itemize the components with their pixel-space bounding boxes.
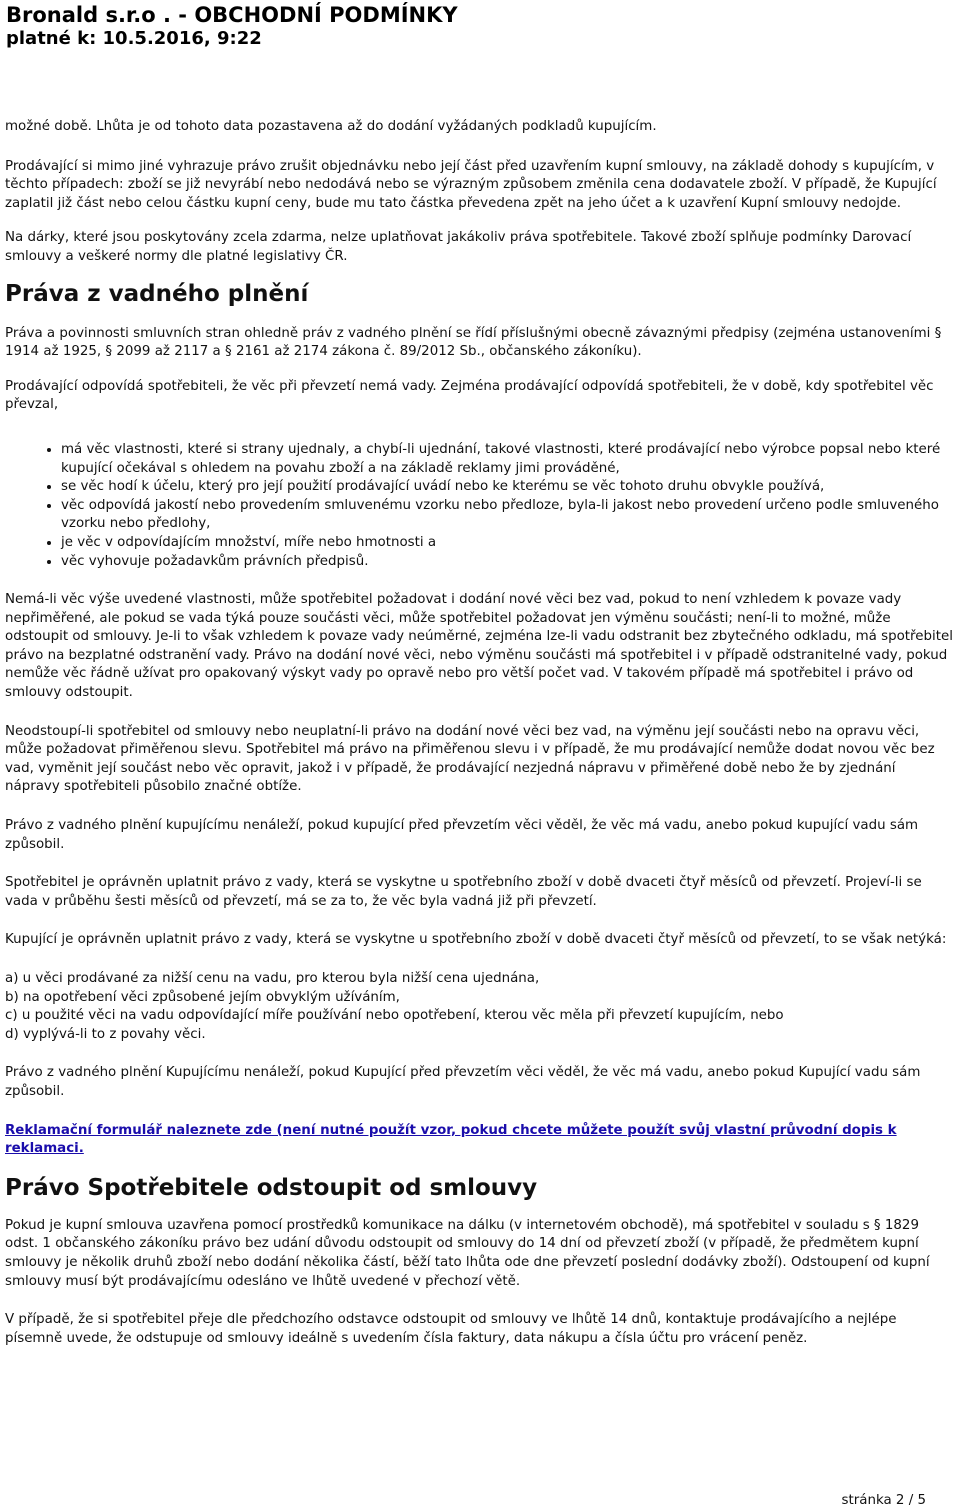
intro-line: možné době. Lhůta je od tohoto data pozastavena až do dodání vyžádaných podkladů kupujícím. xyxy=(5,119,657,134)
complaint-link-wrapper xyxy=(5,1122,953,1159)
no-right-paragraph: Právo z vadného plnění kupujícímu nenáleží, pokud kupující před převzetím věci věděl, že věc má vadu, anebo pokud kupující vadu sám způsobil. xyxy=(5,818,919,852)
page-title: Bronald s.r.o . - OBCHODNÍ PODMÍNKY xyxy=(6,3,458,27)
rights-paragraph: Práva a povinnosti smluvních stran ohledně práv z vadného plnění se řídí příslušnými obecně závaznými předpisy (zejména ustanoveními § 1914 až 1925, § 2099 až 2117 a § 2161 až 2174 zákona č. 89/2012 Sb., občanského zákoníku). xyxy=(5,325,942,360)
heading-withdraw: Právo Spotřebitele odstoupit od smlouvy xyxy=(5,1174,538,1201)
seller-obligations-list xyxy=(5,441,953,571)
list-item: • má věc vlastnosti, které si strany ujednaly, a chybí-li ujednání, takové vlastnosti, které prodávající nebo výrobce popsal nebo které kupující očekával s ohledem na povahu zboží a na základě reklamy jimi prováděné, xyxy=(61,441,953,478)
list-item: • je věc v odpovídajícím množství, míře nebo hmotnosti a xyxy=(61,534,953,553)
seller-paragraph: Prodávající odpovídá spotřebiteli, že věc při převzetí nemá vady. Zejména prodávající odpovídá spotřebiteli, že v době, kdy spotřebitel věc převzal, xyxy=(5,378,934,413)
heading-defects: Práva z vadného plnění xyxy=(5,280,309,307)
discount-paragraph: Neodstoupí-li spotřebitel od smlouvy nebo neuplatní-li právo na dodání nové věci bez vad, na výměnu její součásti nebo na opravu věci, může požadovat přiměřenou slevu. Spotřebitel má právo na přiměřenou slevu i v případě, že mu prodávající nemůže dodat novou věc bez vad, vyměnit její součást nebo věc opravit, jakož i v případě, že prodávající nezjedná nápravu v přiměřené době nebo že by zjednání nápravy spotřebiteli působilo značné obtíže. xyxy=(5,723,935,795)
page-number: stránka 2 / 5 xyxy=(841,1493,926,1508)
months-paragraph: Spotřebitel je oprávněn uplatnit právo z vady, která se vyskytne u spotřebního zboží v době dvaceti čtyř měsíců od převzetí. Projeví-li se vada v průběhu šesti měsíců od převzetí, má se za to, že věc byla vadná již při převzetí. xyxy=(5,875,922,909)
gifts-paragraph: Na dárky, které jsou poskytovány zcela zdarma, nelze uplatňovat jakákoliv práva spotřebitele. Takové zboží splňuje podmínky Darovací smlouvy a veškeré normy dle platné legislativy ČR. xyxy=(5,230,912,264)
exceptions-list xyxy=(5,970,953,1044)
contact-paragraph: V případě, že si spotřebitel přeje dle předchozího odstavce odstoupit od smlouvy ve lhůtě 14 dnů, kontaktuje prodávajícího a nejlépe písemně uvede, že odstupuje od smlouvy ideálně s uvedením čísla faktury, data nákupu a čísla účtu pro vrácení peněz. xyxy=(5,1312,897,1346)
cancel-paragraph: Prodávající si mimo jiné vyhrazuje právo zrušit objednávku nebo její část před uzavřením kupní smlouvy, na základě dohody s kupujícím, v těchto případech: zboží se již nevyrábí nebo nedodává nebo se výrazným způsobem změnila cena dodavatele zboží. V případě, že Kupující zaplatil již část nebo celou částku kupní ceny, bude mu tato částka převedena zpět na jeho účet a k uzavření Kupní smlouvy nedojde. xyxy=(5,158,937,211)
list-item: • se věc hodí k účelu, který pro její použití prodávající uvádí nebo ke kterému se věc tohoto druhu obvykle používá, xyxy=(61,478,953,497)
list-item: c) u použité věci na vadu odpovídající míře používání nebo opotřebení, kterou věc měla při převzetí kupujícím, nebo xyxy=(5,1008,784,1024)
list-item: • věc odpovídá jakostí nebo provedením smluvenému vzorku nebo předloze, byla-li jakost nebo provedení určeno podle smluveného vzorku nebo předlohy, xyxy=(61,497,953,534)
complaint-form-link[interactable]: Reklamační formulář naleznete zde (není nutné použít vzor, pokud chcete můžete použít svůj vlastní průvodní dopis k reklamaci. xyxy=(5,1122,897,1157)
list-item: d) vyplývá-li to z povahy věci. xyxy=(5,1026,206,1042)
valid-date: platné k: 10.5.2016, 9:22 xyxy=(6,28,262,49)
list-item: b) na opotřebení věci způsobené jejím obvyklým užíváním, xyxy=(5,989,400,1005)
no-properties-paragraph: Nemá-li věc výše uvedené vlastnosti, může spotřebitel požadovat i dodání nové věci bez vad, pokud to není vzhledem k povaze vady nepřiměřené, ale pokud se vada týká pouze součásti věci, může spotřebitel požadovat jen výměnu součásti; není-li to možné, může odstoupit od smlouvy. Je-li to však vzhledem k povaze vady neúměrné, zejména lze-li vadu odstranit bez zbytečného odkladu, má spotřebitel právo na bezplatné odstranění vady. Právo na dodání nové věci, nebo výměnu součásti má spotřebitel i v případě odstranitelné vady, pokud nemůže věc řádně užívat pro opakovaný výskyt vady po opravě nebo pro větší počet vad. V takovém případě má spotřebitel i právo od smlouvy odstoupit. xyxy=(5,592,953,701)
withdraw-paragraph: Pokud je kupní smlouva uzavřena pomocí prostředků komunikace na dálku (v internetovém obchodě), má spotřebitel v souladu s § 1829 odst. 1 občanského zákoníku právo bez udání důvodu odstoupit od smlouvy do 14 dní od převzetí zboží (v případě, že předmětem kupní smlouvy je několik druhů zboží nebo dodání několika částí, běží tato lhůta ode dne převzetí poslední dodávky zboží). Odstoupení od kupní smlouvy musí být prodávajícímu odesláno ve lhůtě uvedené v přechozí větě. xyxy=(5,1217,930,1289)
no-right-paragraph-2: Právo z vadného plnění Kupujícímu nenáleží, pokud Kupující před převzetím věci věděl, že věc má vadu, anebo pokud Kupující vadu sám způsobil. xyxy=(5,1065,921,1099)
list-item: • věc vyhovuje požadavkům právních předpisů. xyxy=(61,553,953,572)
document-body xyxy=(5,118,953,1367)
buyer-paragraph: Kupující je oprávněn uplatnit právo z vady, která se vyskytne u spotřebního zboží v době dvaceti čtyř měsíců od převzetí, to se však netýká: xyxy=(5,932,947,948)
list-item: a) u věci prodávané za nižší cenu na vadu, pro kterou byla nižší cena ujednána, xyxy=(5,971,540,986)
page-header xyxy=(6,2,458,50)
